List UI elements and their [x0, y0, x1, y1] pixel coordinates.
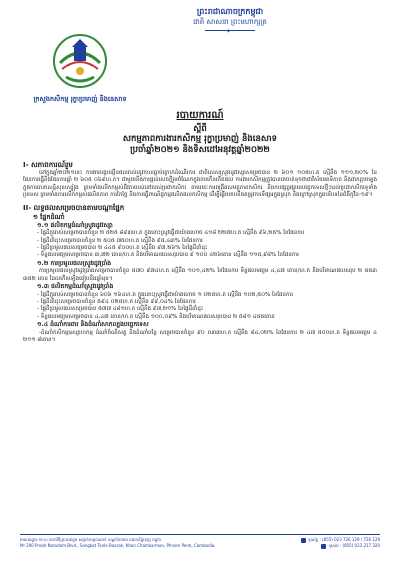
ministry-logo	[52, 33, 108, 89]
kingdom-name: ព្រះរាជាណាចក្រកម្ពុជា	[196, 6, 264, 16]
section-paragraph: ការប្រមូលផលស្រូវរដូវប្រាំងសម្រេចបានចំនួន ៥៧០ ៩៧៤ហ.ត ស្មើនឹង ១០១,៤២% នៃផែនការ ទិន្នផលមធ្យម ៤,៤៧ តោន/ហ.ត និងបរិមាណផលសរុប ២ ៥៥៣ ៣៥២ តោន ដែលកើនឡើងធៀបនឹងឆ្នាំមុន។	[23, 268, 377, 282]
footer-address-en: Nº 200 Preah Norodom Blvd., Sangkat Tonle Bassak, Khan Chamkarmon, Phnom Penh, Cambodia.	[20, 543, 216, 548]
list-item: - ផ្ទៃដីប្រមូលផលសម្រេចបាន ២ ៤៤៥ ៩០០ហ.ត ស្មើនឹង ៩៧,២៦% នៃផ្ទៃដីដាំដុះ	[37, 244, 208, 251]
report-topic-line2: ប្រចាំឆ្នាំ២០២១ និងទិសដៅអនុវត្តឆ្នាំ២០២២	[130, 144, 270, 155]
kingdom-heading	[150, 6, 310, 28]
list-item: - ផ្ទៃដីប្រមូលផលសម្រេចបាន ៥៧៧ ៤៨១ហ.ត ស្មើនឹង ៩៧,២១% នៃផ្ទៃដីដាំដុះ	[37, 306, 204, 313]
report-title-block	[60, 110, 340, 155]
report-body	[23, 160, 377, 345]
list-item: - ផ្ទៃដីដាំដុះសម្រេចបានចំនួន ៥៩៤ ០២៥ហ.ត ស្មើនឹង ៩៩,០៤% នៃផែនការ	[37, 298, 196, 305]
report-title: របាយការណ៍	[176, 110, 224, 121]
national-motto: ជាតិ សាសនា ព្រះមហាក្សត្រ	[193, 18, 267, 26]
section-heading: I- សភាពការណ៍រួម	[23, 161, 73, 169]
section-paragraph: នៅក្នុងឆ្នាំ២០២១នេះ ការងារបង្កបង្កើនផលរាល់រដូវកាលធ្លាប់ក្រោកដំណើរការ ជាពិសេសស្រូវរដូវវស្សាសម្រេចបាន ២ ៦០១ ១០៥ហ.ត ស្មើនឹង ១១១,២០% នៃផែនការធ្វើនិងផែនការឆ្នាំ ២ ៦០៥ ០៦៩ហ.ត។ ជាមួយនឹងការផ្តល់សេចក្តីរួមចំណែកក្នុងការកើនកើតផល ការងារកសិកម្មត្រូវបានគេចាត់ទុកថាជាវិស័យអាទិភាព និងជាកត្តាចម្បងក្នុងការធានាសន្តិសុខស្បៀង ព្រមទាំងលើកកម្ពស់ជីវភាពរស់នៅរបស់ប្រជាកសិករ តាមរយៈការពង្រឹងសមត្ថភាពកសិករ និងការផ្សព្វផ្សាយបច្ចេកទេសថ្មីៗដល់ប្រជាកសិករទូទាំងប្រទេស ព្រមទាំងការលើកកម្ពស់ផលិតភាព ការកែច្នៃ និងការធ្វើពាណិជ្ជកម្មផលិតផលកសិកម្ម ដើម្បីឆ្លើយតបនឹងតម្រូវការទីផ្សារក្នុងស្រុក និងក្រៅស្រុកក្នុងបរិបទនៃជំងឺកូវីដ-១៩។	[23, 170, 377, 199]
list-item: - ផ្ទៃដីភ្ជួររាស់សម្រេចបានចំនួន ៦០៦ ១៦៤ហ.ត ក្នុងនោះស្រូវធ្វើជាយ៉ាងហោច ១ ០២៥ហ.ត ស្មើនឹង ១០២,៥០% នៃផែនការ	[37, 291, 293, 298]
list-item: - ទិន្នផលមធ្យមសម្រេចបាន ៤,៤៧ តោន/ហ.ត ស្មើនឹង ១០០,០៩% និងបរិមាណផលសរុបបាន ២ ៥៨១ ៤៥៥តោន	[37, 313, 275, 320]
subsection-heading: ១.២ ការប្រមូលផលស្រូវរដូវប្រាំង	[37, 259, 112, 267]
section-heading: II- លទ្ធផលសម្រេចបានតាមបណ្ដាផ្នែក	[23, 203, 125, 212]
page-footer	[20, 537, 380, 549]
subsection-heading: ១ ផ្នែកដំណាំ	[33, 212, 65, 221]
subsection-heading: ១.៤ ដំណាំការពារ និងដំណាំសាកល្បងបច្ចេកទេស	[37, 321, 149, 329]
footer-address: អាសយដ្ឋាន ២០០ មហាវិថីព្រះនរោត្តម សង្កាត់ទន្លេបាសាក់ ខណ្ឌចំការមន រាជធានីភ្នំពេញ កម្ពុជា	[20, 537, 161, 542]
footer-fax: ទូរសារ : (855) 023 217 320	[328, 543, 380, 548]
subsection-heading: ១.១ ផលិតកម្មដំណាំស្រូវរដូវវស្សា	[37, 221, 113, 229]
ministry-name: ក្រសួងកសិកម្ម រុក្ខាប្រមាញ់ និងនេសាទ	[33, 95, 127, 103]
list-item: - ផ្ទៃដីភ្ជួររាស់សម្រេចបានចំនួន ២ ៥២៥ ៨៩៣ហ.ត ក្នុងនោះស្រូវធ្វើជាយ៉ាងហោច ៤១៨ ២២៧ហ.ត ស្មើនឹង ៩៦,២៥% នៃផែនការ	[37, 230, 305, 237]
report-topic-line1: សកម្មភាពការងារកសិកម្ម រុក្ខាប្រមាញ់ និងនេសាទ	[122, 134, 278, 144]
phone-icon	[301, 538, 306, 543]
fax-icon	[321, 544, 326, 549]
subsection-heading: ១.៣ ផលិតកម្មដំណាំស្រូវរដូវប្រាំង	[37, 283, 114, 291]
divider-ornament-icon: ✦	[226, 28, 232, 35]
section-paragraph: -ដំណាំកសិកម្មឧស្សាហកម្ម ដំណាំចំណីសត្វ និងដំណាំបន្លែ សម្រេចបានចំនួន ៩០ ០៣៣ហ.ត ស្មើនឹង ៨៤,០២% នៃផែនការ ២ ៤៧ ៥០០ហ.ត ទិន្នផលមធ្យម ៤ ២១១ ៨តោន។	[23, 329, 377, 344]
list-item: - ផ្ទៃដីដាំដុះសម្រេចបានចំនួន ២ ៥០៥ ៧៥០ហ.ត ស្មើនឹង ៩៥,៤៣% នៃផែនការ	[37, 237, 203, 244]
footer-divider	[20, 534, 380, 535]
report-subtitle: ស្តីពី	[193, 124, 207, 134]
list-item: - ទិន្នផលមធ្យមសម្រេចបាន ៣,៧២ តោន/ហ.ត និងបរិមាណផលសរុបបាន ៩ ១០០ ៤២៦តោន ស្មើនឹង ១១៥,៩៨% នៃផែនការ	[37, 252, 299, 259]
footer-phone: ទូរស័ព្ទ : (855) 023 726 129 / 726 129	[308, 537, 380, 542]
